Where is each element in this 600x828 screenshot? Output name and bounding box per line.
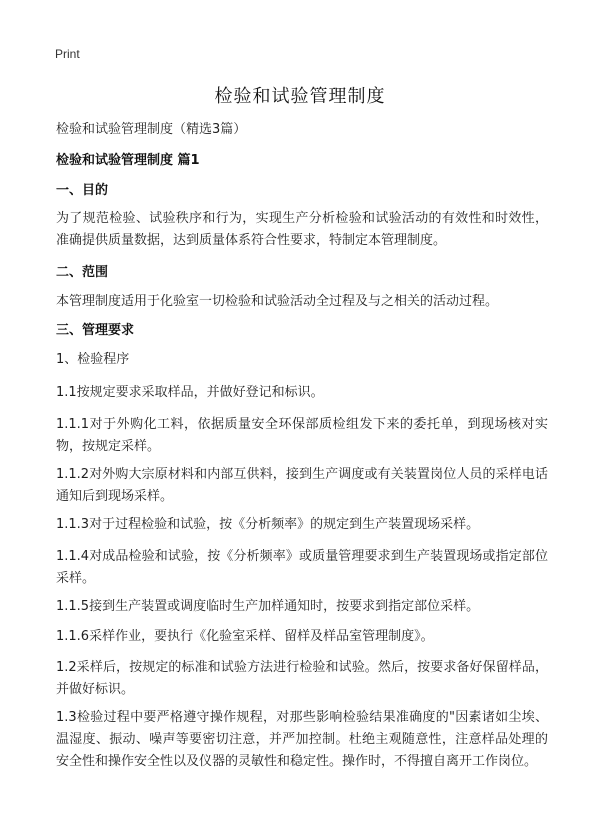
list-item: 1.1.3对于过程检验和试验，按《分析频率》的规定到生产装置现场采样。 bbox=[56, 517, 480, 532]
list-item: 1.2采样后，按规定的标准和试验方法进行检验和试验。然后，按要求备好保留样品，并做好标识。 bbox=[56, 660, 548, 697]
document-subtitle: 检验和试验管理制度（精选3篇） bbox=[56, 122, 247, 137]
list-item: 1.1.5接到生产装置或调度临时生产加样通知时，按要求到指定部位采样。 bbox=[56, 599, 480, 614]
part-heading: 检验和试验管理制度 篇1 bbox=[56, 153, 200, 168]
section-heading-scope: 二、范围 bbox=[56, 265, 109, 280]
list-item: 1.1.1对于外购化工料，依据质量安全环保部质检组发下来的委托单，到现场核对实物，按规定采样。 bbox=[56, 417, 548, 454]
section-body-purpose: 为了规范检验、试验秩序和行为，实现生产分析检验和试验活动的有效性和时效性，准确提供质量数据，达到质量体系符合性要求，特制定本管理制度。 bbox=[56, 211, 548, 248]
list-item: 1.1.2对外购大宗原材料和内部互供料，接到生产调度或有关装置岗位人员的采样电话通知后到现场采样。 bbox=[56, 467, 548, 504]
list-item: 1.1.6采样作业，要执行《化验室采样、留样及样品室管理制度》。 bbox=[56, 629, 434, 644]
section-body-scope: 本管理制度适用于化验室一切检验和试验活动全过程及与之相关的活动过程。 bbox=[56, 294, 499, 309]
list-item: 1.1按规定要求采取样品，并做好登记和标识。 bbox=[56, 385, 324, 400]
list-item: 1、检验程序 bbox=[56, 352, 130, 367]
section-heading-purpose: 一、目的 bbox=[56, 183, 109, 198]
print-button[interactable]: Print bbox=[55, 47, 80, 61]
list-item: 1.1.4对成品检验和试验，按《分析频率》或质量管理要求到生产装置现场或指定部位采样。 bbox=[56, 549, 548, 586]
section-heading-requirements: 三、管理要求 bbox=[56, 323, 135, 338]
page-title: 检验和试验管理制度 bbox=[214, 86, 386, 107]
list-item: 1.3检验过程中要严格遵守操作规程，对那些影响检验结果准确度的"因素诸如尘埃、温湿度、振动、噪声等要密切注意，并严加控制。杜绝主观随意性，注意样品处理的安全性和操作安全性以及仪器的灵敏性和稳定性。操作时，不得擅自离开工作岗位。 bbox=[56, 710, 548, 769]
